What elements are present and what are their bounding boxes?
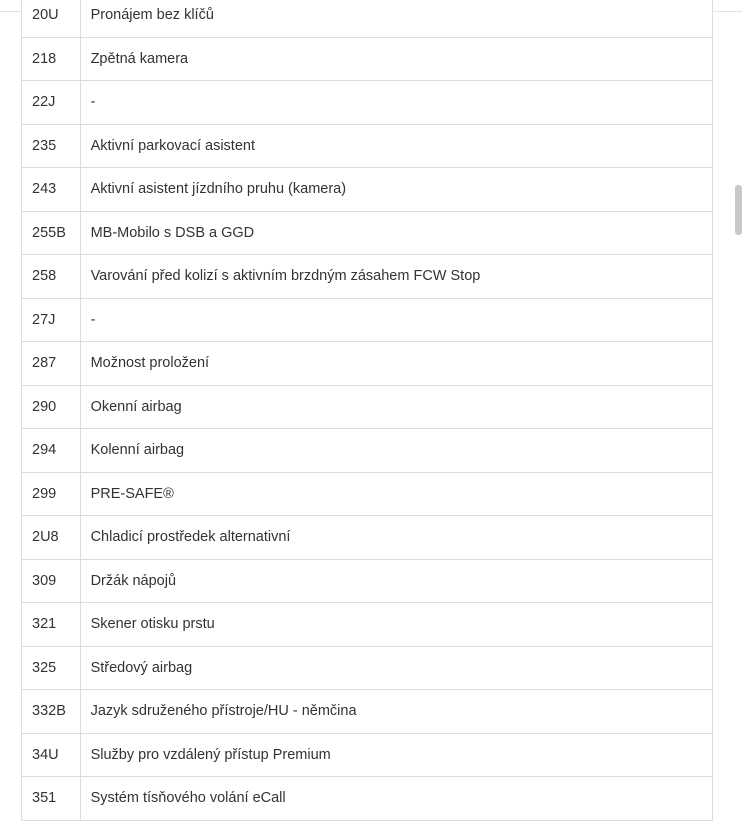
- option-code: 294: [22, 429, 80, 473]
- table-row: [22, 646, 712, 690]
- table-row: [22, 472, 712, 516]
- table-row: [22, 733, 712, 777]
- option-code: 235: [22, 124, 80, 168]
- option-description: Držák nápojů: [80, 559, 712, 603]
- table-row: [22, 124, 712, 168]
- option-code: 309: [22, 559, 80, 603]
- option-code: 22J: [22, 81, 80, 125]
- option-description: Kolenní airbag: [80, 429, 712, 473]
- option-code: 34U: [22, 733, 80, 777]
- table-row: [22, 342, 712, 386]
- table-row: [22, 298, 712, 342]
- option-description: Systém tísňového volání eCall: [80, 777, 712, 821]
- option-code: 243: [22, 168, 80, 212]
- table-row: [22, 0, 712, 37]
- option-description: -: [80, 81, 712, 125]
- options-table: [22, 0, 712, 821]
- table-row: [22, 211, 712, 255]
- option-description: Varování před kolizí s aktivním brzdným zásahem FCW Stop: [80, 255, 712, 299]
- option-description: Chladicí prostředek alternativní: [80, 516, 712, 560]
- option-description: PRE-SAFE®: [80, 472, 712, 516]
- option-description: Skener otisku prstu: [80, 603, 712, 647]
- table-row: [22, 37, 712, 81]
- option-description: Služby pro vzdálený přístup Premium: [80, 733, 712, 777]
- option-description: Středový airbag: [80, 646, 712, 690]
- option-description: Možnost proložení: [80, 342, 712, 386]
- option-description: Okenní airbag: [80, 385, 712, 429]
- option-description: Jazyk sdruženého přístroje/HU - němčina: [80, 690, 712, 734]
- option-code: 2U8: [22, 516, 80, 560]
- table-row: [22, 168, 712, 212]
- option-code: 218: [22, 37, 80, 81]
- option-code: 299: [22, 472, 80, 516]
- option-code: 255B: [22, 211, 80, 255]
- option-description: -: [80, 298, 712, 342]
- table-row: [22, 777, 712, 821]
- table-row: [22, 690, 712, 734]
- table-row: [22, 429, 712, 473]
- option-description: Aktivní parkovací asistent: [80, 124, 712, 168]
- option-code: 258: [22, 255, 80, 299]
- option-code: 27J: [22, 298, 80, 342]
- options-table-body: [22, 0, 712, 820]
- option-code: 351: [22, 777, 80, 821]
- option-code: 290: [22, 385, 80, 429]
- option-code: 321: [22, 603, 80, 647]
- scrollbar-thumb[interactable]: [735, 185, 742, 235]
- option-description: MB-Mobilo s DSB a GGD: [80, 211, 712, 255]
- table-row: [22, 603, 712, 647]
- table-row: [22, 385, 712, 429]
- table-row: [22, 559, 712, 603]
- table-row: [22, 255, 712, 299]
- table-row: [22, 516, 712, 560]
- option-code: 325: [22, 646, 80, 690]
- equipment-options-table: [21, 0, 713, 821]
- option-description: Aktivní asistent jízdního pruhu (kamera): [80, 168, 712, 212]
- option-code: 287: [22, 342, 80, 386]
- option-code: 20U: [22, 0, 80, 37]
- option-description: Zpětná kamera: [80, 37, 712, 81]
- option-code: 332B: [22, 690, 80, 734]
- option-description: Pronájem bez klíčů: [80, 0, 712, 37]
- table-row: [22, 81, 712, 125]
